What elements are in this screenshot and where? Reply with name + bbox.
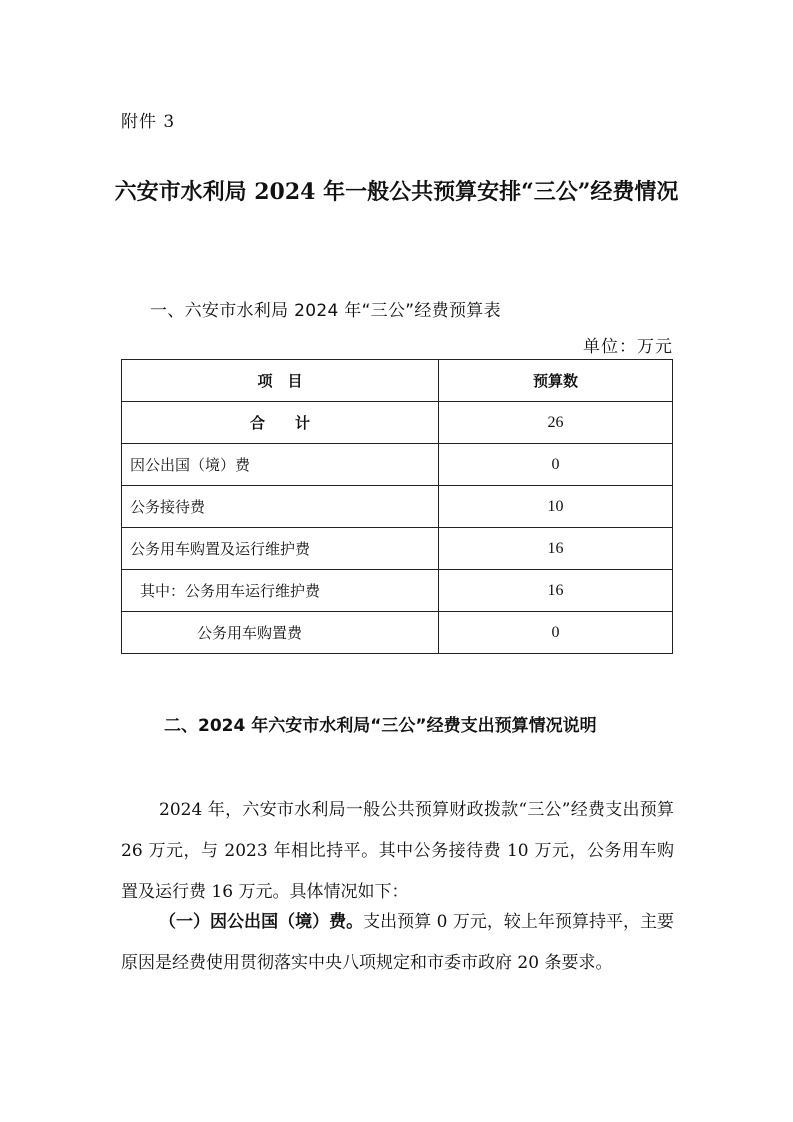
row-value: 16 bbox=[439, 570, 673, 612]
row-label: 公务接待费 bbox=[122, 486, 439, 528]
table-row bbox=[122, 570, 673, 612]
table-row bbox=[122, 402, 673, 444]
section2-heading: 二、2024 年六安市水利局“三公”经费支出预算情况说明 bbox=[164, 716, 597, 736]
budget-table bbox=[121, 359, 673, 654]
row-value: 10 bbox=[439, 486, 673, 528]
document-title: 六安市水利局 2024 年一般公共预算安排“三公”经费情况 bbox=[114, 179, 679, 205]
row-label-total: 合 计 bbox=[122, 402, 439, 444]
table-row bbox=[122, 444, 673, 486]
table-row bbox=[122, 528, 673, 570]
row-value: 0 bbox=[439, 444, 673, 486]
header-budget: 预算数 bbox=[439, 360, 673, 402]
paragraph-2-text: 支出预算 0 万元，较上年预算持平，主要原因是经费使用贯彻落实中央八项规定和市委市政府 20 条要求。 bbox=[121, 912, 675, 973]
unit-label: 单位：万元 bbox=[583, 337, 673, 357]
table-row bbox=[122, 486, 673, 528]
row-label: 其中：公务用车运行维护费 bbox=[122, 570, 439, 612]
header-item: 项 目 bbox=[122, 360, 439, 402]
row-value: 16 bbox=[439, 528, 673, 570]
paragraph-2-lead: （一）因公出国（境）费。 bbox=[159, 912, 364, 932]
table-header-row bbox=[122, 360, 673, 402]
paragraph-1: 2024 年，六安市水利局一般公共预算财政拨款“三公”经费支出预算 26 万元，与 2023 年相比持平。其中公务接待费 10 万元，公务用车购置及运行费 16 万元。具体情况如下： bbox=[121, 800, 674, 902]
paragraph-2 bbox=[121, 902, 674, 984]
section1-heading: 一、六安市水利局 2024 年“三公”经费预算表 bbox=[150, 301, 501, 321]
attachment-label: 附件 3 bbox=[121, 112, 176, 132]
row-label: 公务用车购置费 bbox=[122, 612, 439, 654]
row-value: 0 bbox=[439, 612, 673, 654]
row-value-total: 26 bbox=[439, 402, 673, 444]
row-label: 因公出国（境）费 bbox=[122, 444, 439, 486]
row-label: 公务用车购置及运行维护费 bbox=[122, 528, 439, 570]
table-row bbox=[122, 612, 673, 654]
